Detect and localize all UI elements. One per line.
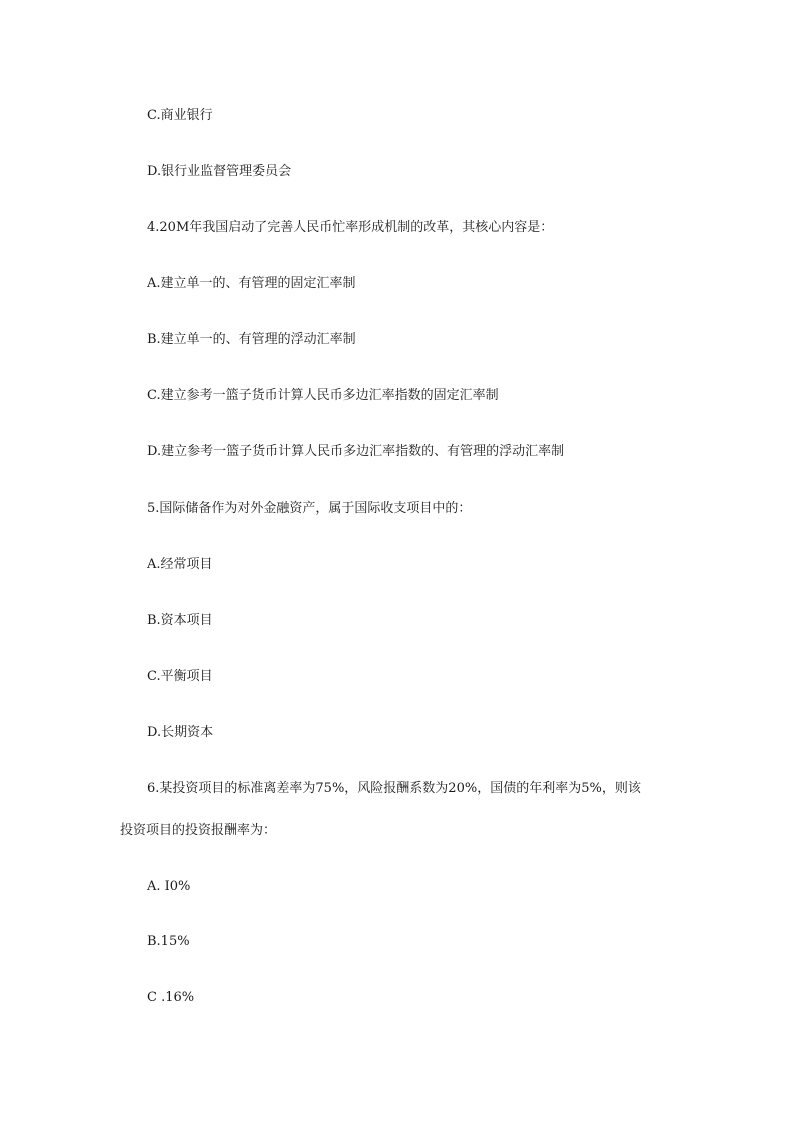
q4-stem: 4.20M年我国启动了完善人民币忙率形成机制的改革，其核心内容是： — [147, 220, 554, 235]
q6-option-a: A. I0% — [147, 879, 191, 894]
q5-stem: 5.国际储备作为对外金融资产，属于国际收支项目中的： — [147, 501, 472, 516]
q5-option-b: B.资本项目 — [147, 613, 213, 628]
q5-option-a: A.经常项目 — [147, 557, 213, 572]
q4-option-b: B.建立单一的、有管理的浮动汇率制 — [147, 332, 356, 347]
q4-option-c: C.建立参考一篮子货币计算人民币多边汇率指数的固定汇率制 — [147, 388, 499, 403]
q3-option-d: D.银行业监督管理委员会 — [147, 164, 292, 179]
q4-option-d: D.建立参考一篮子货币计算人民币多边汇率指数的、有管理的浮动汇率制 — [147, 444, 565, 459]
q5-option-d: D.长期资本 — [147, 725, 214, 740]
q6-stem-line1: 6.某投资项目的标准离差率为75%，风险报酬系数为20%，国债的年利率为5%，则该 — [147, 781, 641, 796]
q5-option-c: C.平衡项目 — [147, 669, 213, 684]
q3-option-c: C.商业银行 — [147, 108, 213, 123]
q6-option-c: C .16% — [147, 990, 195, 1005]
q6-stem-line2: 投资项目的投资报酬率为： — [120, 823, 277, 838]
q4-option-a: A.建立单一的、有管理的固定汇率制 — [147, 276, 356, 291]
q6-option-b: B.15% — [147, 934, 190, 949]
